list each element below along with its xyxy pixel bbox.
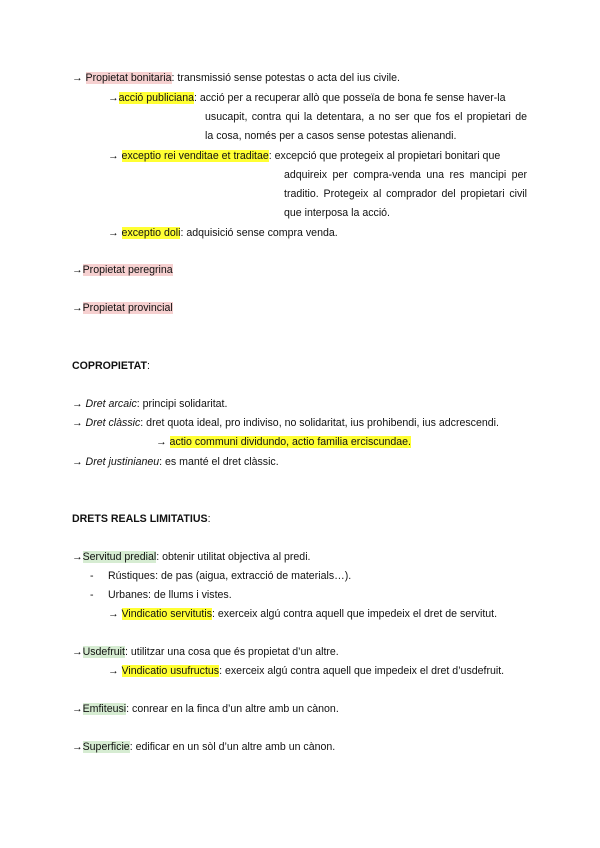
term-emfiteusi: Emfiteusi [82, 703, 127, 715]
arrow-icon: → [72, 551, 83, 563]
term-servitud: Servitud predial [82, 551, 157, 563]
exceptio-rei-line-4: que interposa la acció. [284, 207, 391, 219]
arrow-icon: → [72, 302, 83, 314]
exceptio-rei-line-2: adquireix per compra-venda una res mancipi per [284, 169, 527, 181]
colon: : [207, 513, 211, 525]
term-justinianeu: Dret justinianeu [85, 456, 160, 468]
drets-title: DRETS REALS LIMITATIUS [72, 513, 208, 525]
urbanes-text: Urbanes: de llums i vistes. [108, 589, 232, 601]
arrow-icon: → [72, 398, 83, 410]
term-vindicatio-usu: Vindicatio usufructus [121, 665, 220, 677]
emfiteusi-line [72, 702, 339, 716]
term-classic: Dret clàssic [85, 417, 141, 429]
exceptio-rei-line-1 [108, 149, 500, 163]
term-superficie: Superficie [82, 741, 130, 753]
arrow-icon: → [108, 665, 119, 677]
arrow-icon: → [108, 92, 119, 104]
term-bonitaria: Propietat bonitaria [85, 72, 172, 84]
term-publiciana: acció publiciana [118, 92, 194, 104]
arrow-icon: → [72, 703, 83, 715]
copropietat-title: COPROPIETAT [72, 360, 147, 372]
justinianeu-line [72, 455, 279, 469]
colon: : [146, 360, 150, 372]
publiciana-line-1 [108, 91, 506, 105]
arrow-icon: → [72, 264, 83, 276]
desc-bonitaria: : transmissió sense potestas o acta del ius civile. [171, 72, 400, 84]
desc-superficie: : edificar en un sòl d’un altre amb un cànon. [129, 741, 336, 753]
rustiques-text: Rústiques: de pas (aigua, extracció de materials…). [108, 570, 352, 582]
arrow-icon: → [72, 417, 83, 429]
publiciana-line-2: usucapit, contra qui la detentara, a no ser que fos el propietari de [205, 111, 527, 123]
desc-arcaic: : principi solidaritat. [136, 398, 228, 410]
desc-vindicatio-serv: : exerceix algú contra aquell que impedeix el dret de servitut. [212, 608, 498, 620]
term-provincial: Propietat provincial [82, 302, 173, 314]
drets-heading [72, 512, 211, 526]
bonitaria-line [72, 71, 400, 85]
desc-justinianeu: : es manté el dret clàssic. [159, 456, 279, 468]
dash-icon: - [90, 589, 94, 601]
urbanes-item [90, 588, 94, 602]
arrow-icon: → [108, 227, 119, 239]
arcaic-line [72, 397, 227, 411]
exceptio-doli-line [108, 226, 338, 240]
peregrina-line [72, 263, 173, 277]
arrow-icon: → [72, 741, 83, 753]
vindicatio-usu-line [108, 664, 504, 678]
dash-icon: - [90, 570, 94, 582]
desc-publiciana-1: : acció per a recuperar allò que posseïa de bona fe sense haver-la [193, 92, 506, 104]
arrow-icon: → [72, 456, 83, 468]
desc-exceptio-doli: : adquisició sense compra venda. [180, 227, 338, 239]
arrow-icon: → [108, 150, 119, 162]
desc-servitud: : obtenir utilitat objectiva al predi. [156, 551, 311, 563]
arrow-icon: → [108, 608, 119, 620]
term-peregrina: Propietat peregrina [82, 264, 173, 276]
arrow-icon: → [72, 646, 83, 658]
desc-vindicatio-usu: : exerceix algú contra aquell que impedeix el dret d’usdefruit. [219, 665, 505, 677]
desc-emfiteusi: : conrear en la finca d’un altre amb un cànon. [126, 703, 339, 715]
classic-line [72, 416, 499, 430]
term-actio: actio communi dividundo, actio familia erciscundae. [169, 436, 411, 448]
desc-usdefruit: : utilitzar una cosa que és propietat d’un altre. [124, 646, 339, 658]
term-usdefruit: Usdefruit [82, 646, 125, 658]
term-exceptio-rei: exceptio rei venditae et traditae [121, 150, 269, 162]
arrow-icon: → [72, 72, 83, 84]
arrow-icon: → [156, 436, 167, 448]
superficie-line [72, 740, 335, 754]
vindicatio-serv-line [108, 607, 497, 621]
copropietat-heading [72, 359, 150, 373]
desc-classic: : dret quota ideal, pro indiviso, no solidaritat, ius prohibendi, ius adcrescendi. [140, 417, 499, 429]
publiciana-line-3: la cosa, només per a casos sense potestas alienandi. [205, 130, 457, 142]
term-exceptio-doli: exceptio doli [121, 227, 181, 239]
rustiques-item [90, 569, 94, 583]
term-vindicatio-serv: Vindicatio servitutis [121, 608, 213, 620]
desc-exceptio-rei-1: : excepció que protegeix al propietari bonitari que [268, 150, 501, 162]
servitud-line [72, 550, 311, 564]
term-arcaic: Dret arcaic [85, 398, 137, 410]
usdefruit-line [72, 645, 339, 659]
provincial-line [72, 301, 173, 315]
exceptio-rei-line-3: traditio. Protegeix al comprador del propietari civil [284, 188, 527, 200]
actio-line [156, 435, 411, 449]
